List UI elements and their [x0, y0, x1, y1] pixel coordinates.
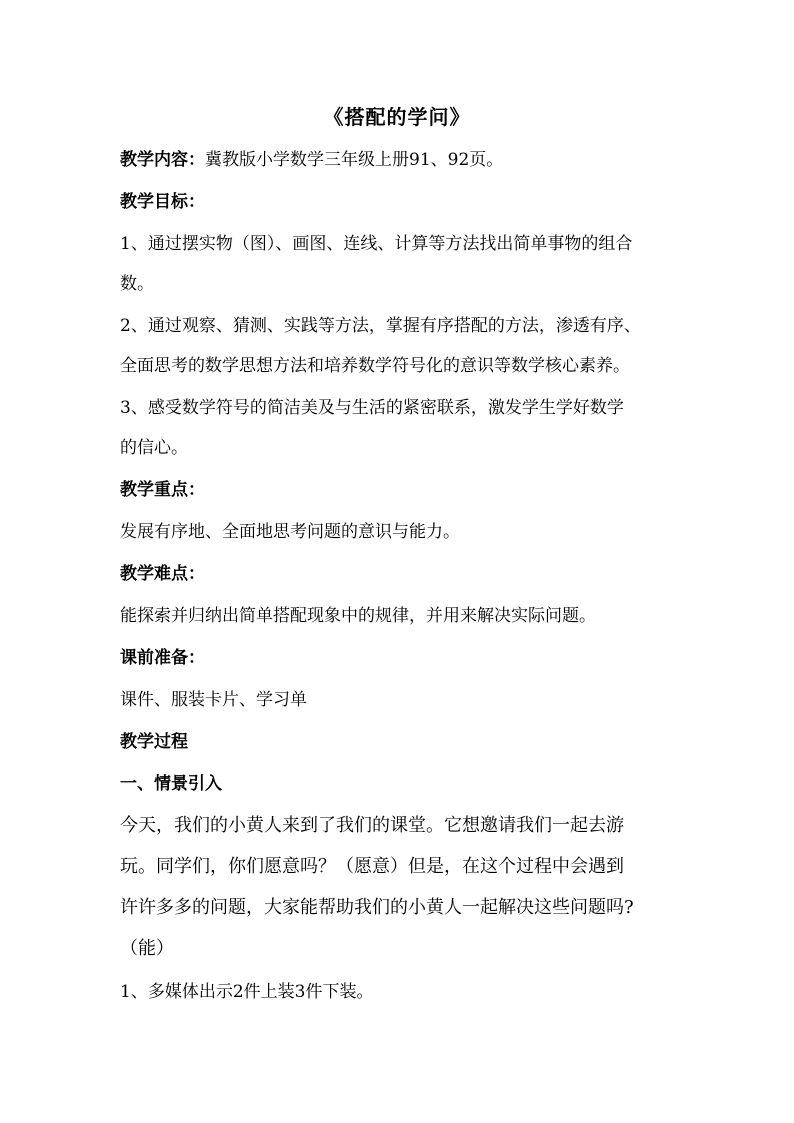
- section-1-heading: 一、情景引入: [120, 774, 222, 794]
- difficulties-text: 能探索并归纳出简单搭配现象中的规律，并用来解决实际问题。: [120, 606, 596, 626]
- teaching-content-label: 教学内容：: [120, 150, 205, 170]
- step-1-text: 1、多媒体出示2件上装3件下装。: [120, 982, 374, 1002]
- teaching-content-text: 冀教版小学数学三年级上册91、92页。: [205, 150, 504, 170]
- key-points-heading: 教学重点：: [120, 480, 205, 500]
- objective-1-line-2: 数。: [120, 274, 154, 294]
- intro-line-4: （能）: [120, 938, 174, 959]
- preparation-heading: 课前准备：: [120, 648, 205, 668]
- document-title: 《搭配的学问》: [323, 105, 471, 129]
- objective-1-line-1: 1、通过摆实物（图）、画图、连线、计算等方法找出简单事物的组合: [120, 234, 633, 254]
- objective-3-line-1: 3、感受数学符号的简洁美及与生活的紧密联系，激发学生学好数学: [120, 398, 624, 418]
- objective-2-line-2: 全面思考的数学思想方法和培养数学符号化的意识等数学核心素养。: [120, 356, 630, 376]
- objectives-heading: 教学目标：: [120, 192, 205, 212]
- difficulties-heading: 教学难点：: [120, 564, 205, 584]
- teaching-content-line: [120, 143, 680, 177]
- objective-3-line-2: 的信心。: [120, 438, 188, 458]
- process-heading: 教学过程: [120, 732, 188, 752]
- preparation-text: 课件、服装卡片、学习单: [120, 690, 307, 710]
- objective-2-line-1: 2、通过观察、猜测、实践等方法，掌握有序搭配的方法，渗透有序、: [120, 316, 641, 336]
- intro-line-1: 今天，我们的小黄人来到了我们的课堂。它想邀请我们一起去游: [120, 815, 624, 836]
- intro-line-3: 许许多多的问题，大家能帮助我们的小黄人一起解决这些问题吗?: [120, 897, 634, 918]
- key-points-text: 发展有序地、全面地思考问题的意识与能力。: [120, 522, 460, 542]
- intro-line-2: 玩。同学们，你们愿意吗？（愿意）但是，在这个过程中会遇到: [120, 856, 624, 877]
